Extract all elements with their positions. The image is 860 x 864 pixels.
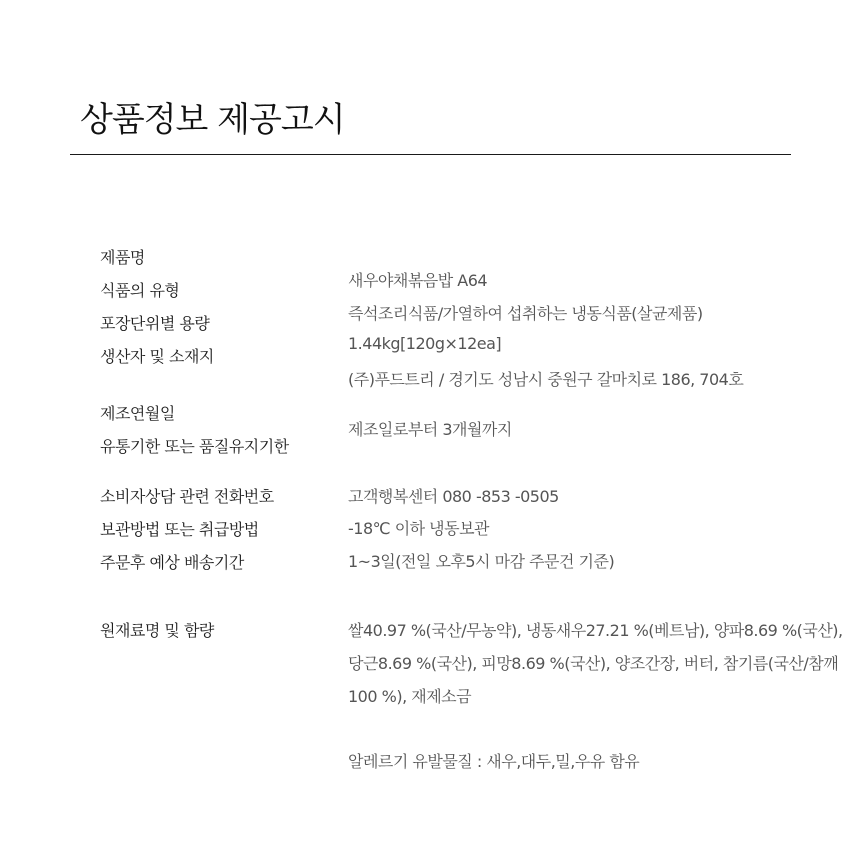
value-ingredients-line-3: 100 %), 재제소금 <box>348 687 472 706</box>
value-allergens: 알레르기 유발물질 : 새우,대두,밀,우유 함유 <box>348 752 640 771</box>
label-storage: 보관방법 또는 취급방법 <box>100 520 259 539</box>
label-expiration: 유통기한 또는 품질유지기한 <box>100 437 289 456</box>
label-package-capacity: 포장단위별 용량 <box>100 314 210 333</box>
page-title: 상품정보 제공고시 <box>80 100 345 140</box>
label-product-name: 제품명 <box>100 248 145 267</box>
value-package-capacity: 1.44kg[120g×12ea] <box>348 334 502 353</box>
label-delivery-period: 주문후 예상 배송기간 <box>100 553 244 572</box>
value-storage: -18℃ 이하 냉동보관 <box>348 519 490 538</box>
value-ingredients-line-2: 당근8.69 %(국산), 피망8.69 %(국산), 양조간장, 버터, 참기름(국산/참깨 <box>348 654 839 673</box>
value-ingredients-line-1: 쌀40.97 %(국산/무농약), 냉동새우27.21 %(베트남), 양파8.69 %(국산), <box>348 621 843 640</box>
label-food-type: 식품의 유형 <box>100 281 180 300</box>
label-producer-location: 생산자 및 소재지 <box>100 347 214 366</box>
value-food-type: 즉석조리식품/가열하여 섭취하는 냉동식품(살균제품) <box>348 304 703 323</box>
value-consumer-phone: 고객행복센터 080 -853 -0505 <box>348 487 559 506</box>
title-divider <box>70 154 791 155</box>
label-manufacture-date: 제조연월일 <box>100 404 175 423</box>
value-product-name: 새우야채볶음밥 A64 <box>348 271 488 290</box>
value-producer-location: (주)푸드트리 / 경기도 성남시 중원구 갈마치로 186, 704호 <box>348 370 744 389</box>
label-ingredients: 원재료명 및 함량 <box>100 621 214 640</box>
value-expiration: 제조일로부터 3개월까지 <box>348 420 512 439</box>
value-delivery-period: 1~3일(전일 오후5시 마감 주문건 기준) <box>348 552 615 571</box>
label-consumer-phone: 소비자상담 관련 전화번호 <box>100 487 274 506</box>
